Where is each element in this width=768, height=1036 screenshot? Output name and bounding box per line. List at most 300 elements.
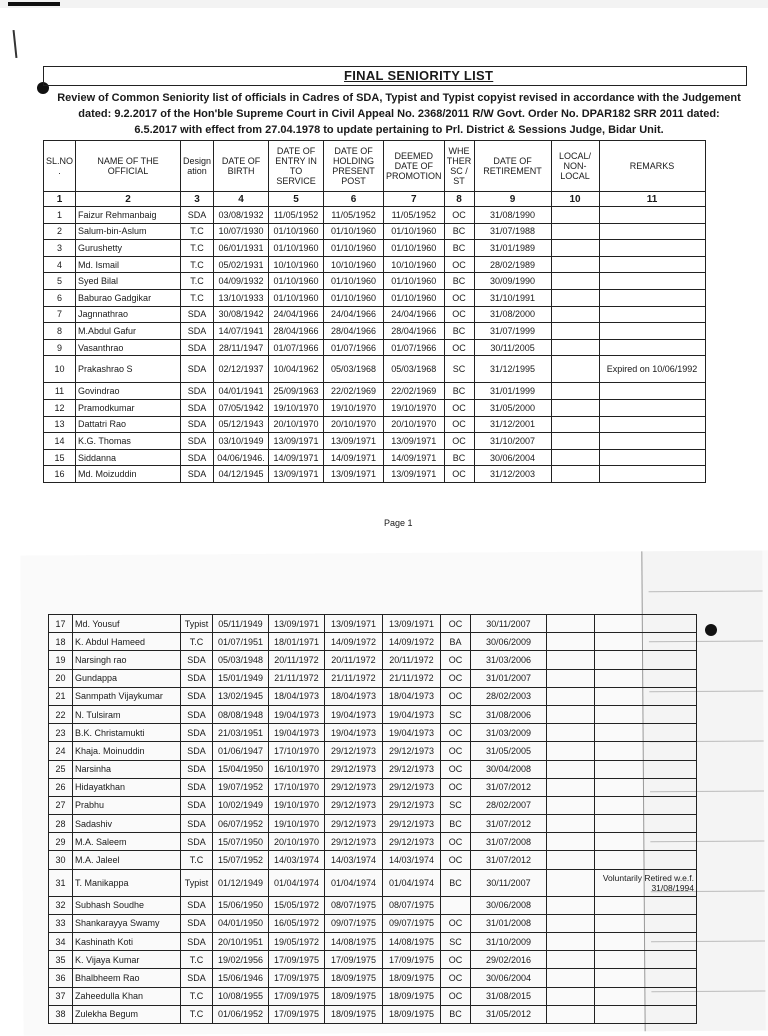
table-cell: 01/10/1960 <box>269 240 324 257</box>
table-cell: 31/01/2007 <box>471 669 547 687</box>
table-cell: Faizur Rehmanbaig <box>76 207 181 224</box>
table-cell: 29/02/2016 <box>471 951 547 969</box>
table-row <box>49 815 697 833</box>
table-cell: 01/04/1974 <box>269 869 325 896</box>
table-cell <box>547 669 595 687</box>
table-cell: OC <box>441 760 471 778</box>
table-cell: 19/10/1970 <box>269 399 324 416</box>
table-cell: 36 <box>49 969 73 987</box>
table-row <box>44 339 706 356</box>
table-cell: 34 <box>49 933 73 951</box>
table-cell <box>547 933 595 951</box>
table-cell: 28/02/2007 <box>471 796 547 814</box>
table-cell: 11/05/1952 <box>384 207 445 224</box>
table-cell: Md. Yousuf <box>73 615 181 633</box>
table-row <box>49 687 697 705</box>
table-cell: SDA <box>181 724 213 742</box>
table-cell <box>595 651 697 669</box>
table-cell: Typist <box>181 869 213 896</box>
table-cell: OC <box>441 969 471 987</box>
table-cell: BC <box>444 383 474 400</box>
table-row <box>49 896 697 914</box>
table-cell: 31/10/2009 <box>471 933 547 951</box>
table-cell: 17 <box>49 615 73 633</box>
table-cell: SDA <box>181 433 214 450</box>
table-cell: 19/02/1956 <box>213 951 269 969</box>
column-header: DEEMED DATE OF PROMOTION <box>384 141 445 192</box>
table-cell: OC <box>441 669 471 687</box>
table-cell: SC <box>441 933 471 951</box>
table-cell: Khaja. Moinuddin <box>73 742 181 760</box>
table-cell: 18/09/1975 <box>383 987 441 1005</box>
table-cell: 19/04/1973 <box>269 705 325 723</box>
table-cell: OC <box>444 256 474 273</box>
table-cell: N. Tulsiram <box>73 705 181 723</box>
table-cell: Voluntarily Retired w.e.f. 31/08/1994 <box>595 869 697 896</box>
table-cell <box>551 416 599 433</box>
table-cell: 14/09/1972 <box>325 633 383 651</box>
table-cell <box>599 207 705 224</box>
table-cell: SDA <box>181 207 214 224</box>
table-cell: 24/04/1966 <box>384 306 445 323</box>
table-cell: SDA <box>181 466 214 483</box>
table-cell: 30/06/2004 <box>474 449 551 466</box>
table-cell <box>599 449 705 466</box>
table-cell: 31/08/2006 <box>471 705 547 723</box>
table-cell: M.Abdul Gafur <box>76 323 181 340</box>
table-cell: 01/10/1960 <box>384 240 445 257</box>
table-cell: 13/09/1971 <box>384 466 445 483</box>
table-cell: Zulekha Begum <box>73 1005 181 1023</box>
table-cell <box>547 760 595 778</box>
table-cell: 25 <box>49 760 73 778</box>
column-number: 3 <box>181 192 214 207</box>
table-cell: 18/04/1973 <box>325 687 383 705</box>
table-row <box>49 742 697 760</box>
table-cell: 04/09/1932 <box>214 273 269 290</box>
table-cell: 31/12/2003 <box>474 466 551 483</box>
table-cell <box>547 896 595 914</box>
table-cell: 05/03/1968 <box>384 356 445 383</box>
page-2 <box>48 614 697 1024</box>
table-cell: 17/09/1975 <box>383 951 441 969</box>
table-cell: SDA <box>181 833 213 851</box>
table-row <box>49 869 697 896</box>
table-cell: M.A. Jaleel <box>73 851 181 869</box>
table-cell <box>595 833 697 851</box>
table-cell: BC <box>444 449 474 466</box>
table-cell: 13/09/1971 <box>383 615 441 633</box>
table-cell: 30/06/2009 <box>471 633 547 651</box>
table-cell <box>595 951 697 969</box>
table-cell: 31/05/2012 <box>471 1005 547 1023</box>
table-cell: 17/10/1970 <box>269 778 325 796</box>
table-cell: 22/02/1969 <box>324 383 384 400</box>
table-cell <box>547 742 595 760</box>
table-cell: 01/07/1966 <box>269 339 324 356</box>
table-cell <box>599 399 705 416</box>
table-cell: OC <box>444 207 474 224</box>
table-row <box>44 240 706 257</box>
table-cell <box>595 705 697 723</box>
table-cell: 15/07/1952 <box>213 851 269 869</box>
table-cell: 14/09/1971 <box>384 449 445 466</box>
table-cell: 38 <box>49 1005 73 1023</box>
table-cell: 01/10/1960 <box>324 240 384 257</box>
table-cell: BA <box>441 633 471 651</box>
table-cell: 31/01/1989 <box>474 240 551 257</box>
table-cell: 14/03/1974 <box>383 851 441 869</box>
table-cell <box>595 796 697 814</box>
table-cell: 19/04/1973 <box>383 705 441 723</box>
table-row <box>49 987 697 1005</box>
table-cell: SC <box>441 705 471 723</box>
table-cell: SDA <box>181 651 213 669</box>
column-header: SL.NO . <box>44 141 76 192</box>
table-cell: 31/07/1988 <box>474 223 551 240</box>
table-cell <box>547 778 595 796</box>
page-number: Page 1 <box>384 518 413 528</box>
table-cell: BC <box>444 223 474 240</box>
table-cell: 01/10/1960 <box>269 273 324 290</box>
table-cell <box>599 256 705 273</box>
table-cell: 18/09/1975 <box>383 1005 441 1023</box>
table-cell: 9 <box>44 339 76 356</box>
table-cell <box>551 356 599 383</box>
table-cell: Gundappa <box>73 669 181 687</box>
table-cell: 01/10/1960 <box>324 273 384 290</box>
table-cell: 14/09/1972 <box>383 633 441 651</box>
table-row <box>49 615 697 633</box>
table-cell: Sadashiv <box>73 815 181 833</box>
table-header-row <box>44 141 706 192</box>
table-cell: 29 <box>49 833 73 851</box>
table-cell: 31/12/1995 <box>474 356 551 383</box>
table-cell <box>547 851 595 869</box>
table-cell: B.K. Christamukti <box>73 724 181 742</box>
table-cell <box>551 306 599 323</box>
table-cell: 31/01/2008 <box>471 914 547 932</box>
column-header: NAME OF THE OFFICIAL <box>76 141 181 192</box>
table-cell: OC <box>441 615 471 633</box>
table-cell <box>547 633 595 651</box>
table-cell: 10 <box>44 356 76 383</box>
table-row <box>44 223 706 240</box>
table-cell <box>547 869 595 896</box>
page-title: FINAL SENIORITY LIST <box>344 68 494 83</box>
table-cell: 17/09/1975 <box>269 987 325 1005</box>
table-cell: 29/12/1973 <box>325 796 383 814</box>
table-cell: Gurushetty <box>76 240 181 257</box>
table-cell: 06/01/1931 <box>214 240 269 257</box>
table-cell: 20/10/1970 <box>269 416 324 433</box>
table-cell: 19/04/1973 <box>269 724 325 742</box>
table-cell: Baburao Gadgikar <box>76 289 181 306</box>
column-number: 7 <box>384 192 445 207</box>
table-cell: OC <box>444 433 474 450</box>
table-cell: BC <box>441 1005 471 1023</box>
table-cell <box>595 896 697 914</box>
table-cell: SDA <box>181 705 213 723</box>
table-cell: Jagnnathrao <box>76 306 181 323</box>
table-cell <box>599 433 705 450</box>
table-cell: BC <box>444 323 474 340</box>
table-cell: Expired on 10/06/1992 <box>599 356 705 383</box>
table-cell <box>551 223 599 240</box>
table-cell: 30/11/2007 <box>471 869 547 896</box>
table-cell: 30/11/2005 <box>474 339 551 356</box>
title-box <box>43 66 747 86</box>
table-cell: 21/11/1972 <box>269 669 325 687</box>
table-cell: 1 <box>44 207 76 224</box>
table-cell: 13/09/1971 <box>325 615 383 633</box>
table-cell <box>547 687 595 705</box>
table-row <box>44 323 706 340</box>
table-cell: 31/10/1991 <box>474 289 551 306</box>
table-cell: 28/11/1947 <box>214 339 269 356</box>
table-cell: T.C <box>181 256 214 273</box>
table-cell: 25/09/1963 <box>269 383 324 400</box>
column-header: REMARKS <box>599 141 705 192</box>
table-cell: SC <box>444 356 474 383</box>
table-cell: 01/10/1960 <box>269 289 324 306</box>
table-cell: T.C <box>181 223 214 240</box>
table-cell: SDA <box>181 687 213 705</box>
table-cell <box>551 399 599 416</box>
table-cell: 04/12/1945 <box>214 466 269 483</box>
table-cell: 19/10/1970 <box>269 815 325 833</box>
table-cell: 31/07/2012 <box>471 815 547 833</box>
table-cell: 20/10/1951 <box>213 933 269 951</box>
table-cell: K. Vijaya Kumar <box>73 951 181 969</box>
table-cell: 08/08/1948 <box>213 705 269 723</box>
table-cell: 08/07/1975 <box>383 896 441 914</box>
table-cell: 16 <box>44 466 76 483</box>
table-row <box>44 466 706 483</box>
table-cell <box>595 987 697 1005</box>
table-cell: 03/10/1949 <box>214 433 269 450</box>
table-cell: 31/05/2000 <box>474 399 551 416</box>
table-cell: SDA <box>181 449 214 466</box>
table-cell: 8 <box>44 323 76 340</box>
page-1 <box>43 66 747 483</box>
table-cell: 05/02/1931 <box>214 256 269 273</box>
table-cell: 01/10/1960 <box>269 223 324 240</box>
table-cell <box>551 289 599 306</box>
table-cell: 10/10/1960 <box>324 256 384 273</box>
column-number: 8 <box>444 192 474 207</box>
table-cell: 33 <box>49 914 73 932</box>
table-cell: 13 <box>44 416 76 433</box>
table-cell: 20/11/1972 <box>325 651 383 669</box>
table-row <box>49 760 697 778</box>
table-cell <box>595 815 697 833</box>
table-cell: 17/09/1975 <box>325 951 383 969</box>
table-row <box>44 416 706 433</box>
table-cell: Zaheedulla Khan <box>73 987 181 1005</box>
table-cell <box>599 323 705 340</box>
table-cell: 12 <box>44 399 76 416</box>
table-cell: Narsingh rao <box>73 651 181 669</box>
column-number: 1 <box>44 192 76 207</box>
table-cell: 01/12/1949 <box>213 869 269 896</box>
table-cell: 14/08/1975 <box>325 933 383 951</box>
table-cell: 31 <box>49 869 73 896</box>
table-cell: 15/04/1950 <box>213 760 269 778</box>
table-cell: 13/09/1971 <box>384 433 445 450</box>
table-row <box>49 705 697 723</box>
table-row <box>49 778 697 796</box>
table-cell: 30/08/1942 <box>214 306 269 323</box>
table-cell: Kashinath Koti <box>73 933 181 951</box>
review-text: Review of Common Seniority list of officials in Cadres of SDA, Typist and Typist copyist revised in accordance with the Judgement dated: 9.2.2017 of the Hon'ble Supreme Court in Civil Appeal No. 2368/2011 R/W Govt. Order No. DPAR182 SRR 2011 dated: 6.5.2017 with effect from 27.04.1978 to update pertaining to Prl. District & Sessions Judge, Bidar Unit. <box>57 92 741 136</box>
table-cell: 29/12/1973 <box>383 760 441 778</box>
column-number: 5 <box>269 192 324 207</box>
table-cell <box>599 223 705 240</box>
table-row <box>44 273 706 290</box>
seniority-table-page-1 <box>43 140 706 483</box>
table-cell: Prabhu <box>73 796 181 814</box>
table-cell: Syed Bilal <box>76 273 181 290</box>
table-cell <box>547 987 595 1005</box>
table-cell: 18/04/1973 <box>383 687 441 705</box>
table-cell: 19/10/1970 <box>384 399 445 416</box>
table-cell: Vasanthrao <box>76 339 181 356</box>
table-cell <box>441 896 471 914</box>
table-row <box>44 306 706 323</box>
table-cell: 20/10/1970 <box>324 416 384 433</box>
table-cell: Md. Moizuddin <box>76 466 181 483</box>
column-header: Design ation <box>181 141 214 192</box>
table-cell: 05/11/1949 <box>213 615 269 633</box>
table-cell: 19/10/1970 <box>269 796 325 814</box>
table-cell <box>551 207 599 224</box>
table-cell: OC <box>441 987 471 1005</box>
table-cell: 29/12/1973 <box>383 833 441 851</box>
table-cell <box>595 969 697 987</box>
table-cell: BC <box>441 815 471 833</box>
table-cell: 30/09/1990 <box>474 273 551 290</box>
table-cell: SDA <box>181 969 213 987</box>
table-row <box>49 833 697 851</box>
table-cell: 18/09/1975 <box>383 969 441 987</box>
column-number-row <box>44 192 706 207</box>
table-cell: 15 <box>44 449 76 466</box>
table-cell: 04/01/1950 <box>213 914 269 932</box>
table-cell: 02/12/1937 <box>214 356 269 383</box>
table-cell: 19/07/1952 <box>213 778 269 796</box>
table-cell: 29/12/1973 <box>383 742 441 760</box>
table-row <box>49 669 697 687</box>
table-cell: SDA <box>181 778 213 796</box>
table-cell <box>547 1005 595 1023</box>
table-cell: OC <box>444 466 474 483</box>
table-cell: Siddanna <box>76 449 181 466</box>
table-cell: SDA <box>181 914 213 932</box>
table-cell: 06/07/1952 <box>213 815 269 833</box>
table-cell: 21 <box>49 687 73 705</box>
table-row <box>44 289 706 306</box>
table-cell: 20/11/1972 <box>383 651 441 669</box>
table-cell: Typist <box>181 615 213 633</box>
table-cell: OC <box>441 914 471 932</box>
table-cell: 14/03/1974 <box>325 851 383 869</box>
table-cell: Prakashrao S <box>76 356 181 383</box>
table-cell: 01/07/1951 <box>213 633 269 651</box>
table-cell: OC <box>441 851 471 869</box>
column-header: DATE OF ENTRY IN TO SERVICE <box>269 141 324 192</box>
table-cell <box>595 742 697 760</box>
table-cell: 18/01/1971 <box>269 633 325 651</box>
table-cell: 17/10/1970 <box>269 742 325 760</box>
table-cell: 7 <box>44 306 76 323</box>
table-cell: T.C <box>181 851 213 869</box>
table-cell: T. Manikappa <box>73 869 181 896</box>
table-cell: 04/01/1941 <box>214 383 269 400</box>
table-cell: 17/09/1975 <box>269 951 325 969</box>
table-cell: 28/04/1966 <box>269 323 324 340</box>
table-cell: 5 <box>44 273 76 290</box>
table-cell: 29/12/1973 <box>383 778 441 796</box>
table-row <box>49 969 697 987</box>
table-cell: 10/02/1949 <box>213 796 269 814</box>
table-cell: 20 <box>49 669 73 687</box>
table-cell: OC <box>441 687 471 705</box>
table-cell: 10/10/1960 <box>384 256 445 273</box>
table-cell <box>551 273 599 290</box>
table-cell <box>599 416 705 433</box>
table-cell: 13/09/1971 <box>269 615 325 633</box>
table-cell: 19 <box>49 651 73 669</box>
table-cell <box>599 306 705 323</box>
table-cell: 31/07/2012 <box>471 778 547 796</box>
table-cell: 30 <box>49 851 73 869</box>
table-cell: 14 <box>44 433 76 450</box>
table-cell: 04/06/1946. <box>214 449 269 466</box>
table-cell: 13/09/1971 <box>269 466 324 483</box>
table-cell: 14/08/1975 <box>383 933 441 951</box>
table-row <box>49 724 697 742</box>
table-cell: 19/04/1973 <box>325 705 383 723</box>
table-cell: 24/04/1966 <box>269 306 324 323</box>
table-cell: 05/03/1968 <box>324 356 384 383</box>
table-cell <box>551 256 599 273</box>
table-cell <box>595 633 697 651</box>
table-cell: 29/12/1973 <box>325 833 383 851</box>
table-cell: 28/04/1966 <box>384 323 445 340</box>
table-cell: 01/10/1960 <box>384 273 445 290</box>
table-cell: 13/09/1971 <box>324 466 384 483</box>
table-cell: 03/08/1932 <box>214 207 269 224</box>
table-cell: 31/12/2001 <box>474 416 551 433</box>
table-cell: SC <box>441 796 471 814</box>
table-cell: 11 <box>44 383 76 400</box>
table-cell: 18/04/1973 <box>269 687 325 705</box>
seniority-table-page-2 <box>48 614 697 1024</box>
table-cell: 05/03/1948 <box>213 651 269 669</box>
table-cell: 21/11/1972 <box>325 669 383 687</box>
table-cell: 19/04/1973 <box>383 724 441 742</box>
table-cell <box>595 851 697 869</box>
table-cell: 19/10/1970 <box>324 399 384 416</box>
table-cell: 27 <box>49 796 73 814</box>
table-cell: 11/05/1952 <box>324 207 384 224</box>
table-cell: 15/01/1949 <box>213 669 269 687</box>
table-cell: OC <box>444 416 474 433</box>
table-cell: SDA <box>181 669 213 687</box>
table-row <box>49 951 697 969</box>
table-cell: BC <box>444 273 474 290</box>
